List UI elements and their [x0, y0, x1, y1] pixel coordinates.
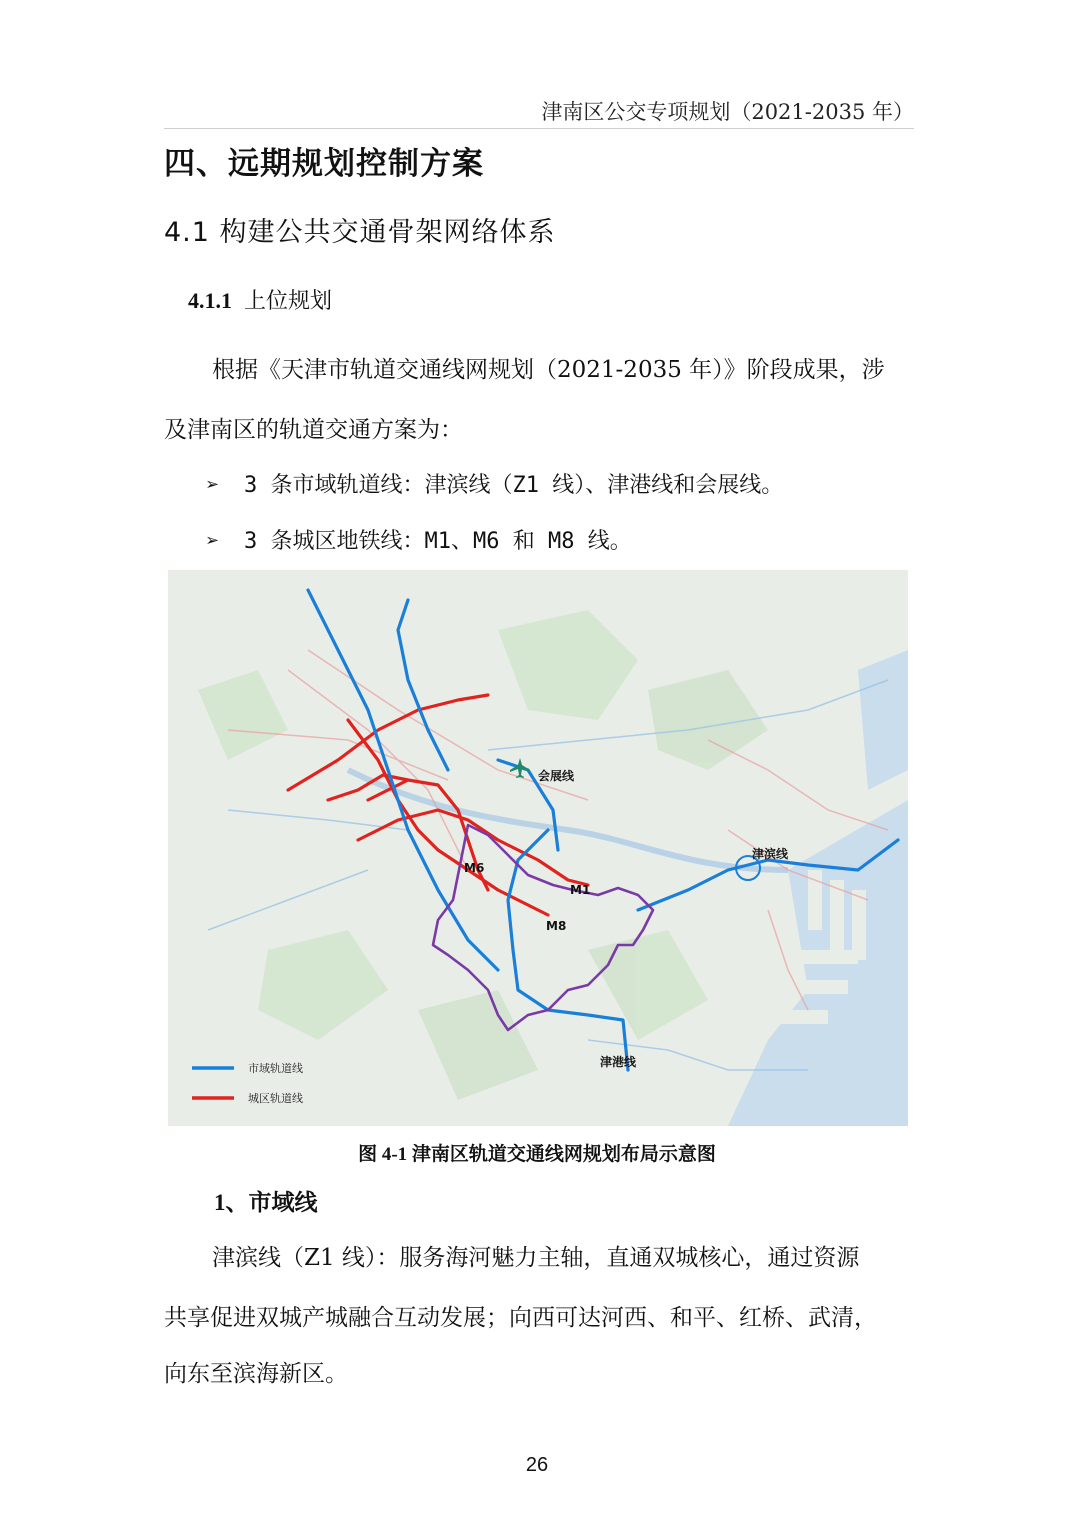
label-huizhan: 会展线: [538, 769, 575, 783]
section1-paragraph: [164, 1228, 914, 1288]
label-m8: M8: [546, 919, 567, 933]
section1-line-2: 共享促进双城产城融合互动发展；向西可达河西、和平、红桥、武清，: [164, 1305, 877, 1331]
chapter-heading: 四、远期规划控制方案: [164, 146, 484, 182]
section1-line-1: 津滨线（Z1 线）：服务海河魅力主轴，直通双城核心，通过资源: [212, 1245, 860, 1271]
label-m1: M1: [570, 883, 591, 897]
subsection-title: 上位规划: [244, 289, 333, 314]
figure-caption: 图 4-1 津南区轨道交通线网规划布局示意图: [358, 1144, 716, 1165]
label-jinbin: 津滨线: [752, 847, 789, 861]
label-jingang: 津港线: [600, 1055, 637, 1069]
running-header: [164, 92, 914, 129]
bullet-item: [206, 524, 632, 555]
page-number: 26: [525, 1454, 549, 1476]
intro-paragraph-cont: [164, 400, 914, 460]
intro-paragraph: [164, 340, 914, 400]
subsection-heading-regional: [214, 1184, 318, 1217]
bullet-item: [206, 468, 783, 499]
section-heading: 4.1 构建公共交通骨架网络体系: [164, 217, 556, 248]
section1-paragraph-cont: [164, 1288, 914, 1348]
label-m6: M6: [464, 861, 485, 875]
bullet-text: 3 条城区地铁线：M1、M6 和 M8 线。: [244, 529, 632, 554]
arrow-bullet-icon: ➢: [206, 529, 220, 554]
legend-label-regional: 市域轨道线: [248, 1062, 303, 1075]
running-title: 津南区公交专项规划（2021-2035 年）: [541, 100, 914, 124]
arrow-bullet-icon: ➢: [206, 473, 220, 498]
bullet-text: 3 条市域轨道线：津滨线（Z1 线）、津港线和会展线。: [244, 473, 784, 498]
legend-label-urban: 城区轨道线: [248, 1092, 303, 1105]
subsection-heading: [188, 284, 332, 315]
intro-line-2: 及津南区的轨道交通方案为：: [164, 417, 463, 443]
section1-line-3: 向东至滨海新区。: [164, 1361, 348, 1387]
rail-network-map: [168, 570, 908, 1126]
subsection-number: 4.1.1: [188, 288, 232, 313]
section1-title: 1、市域线: [214, 1190, 318, 1215]
intro-line-1: 根据《天津市轨道交通线网规划（2021-2035 年）》阶段成果，涉: [212, 357, 885, 383]
section1-paragraph-end: [164, 1344, 914, 1404]
